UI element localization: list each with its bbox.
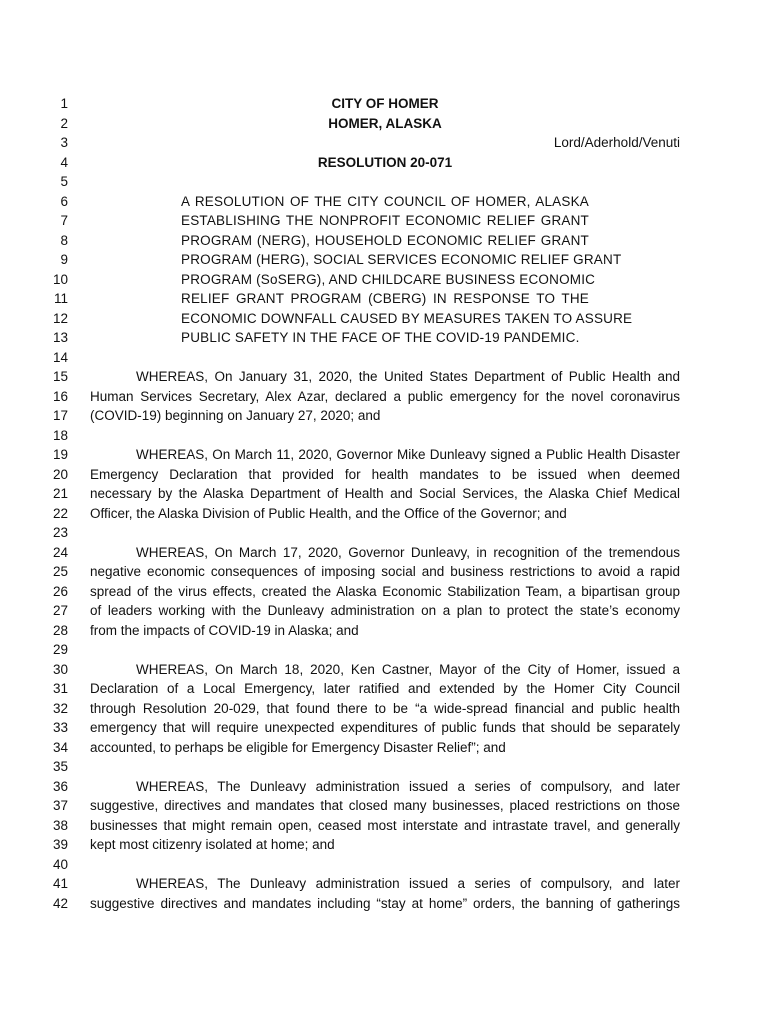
line-number: 9 [60, 252, 68, 267]
city-heading: CITY OF HOMER [331, 96, 439, 111]
resolution-title-line: PROGRAM (NERG), HOUSEHOLD ECONOMIC RELIEF GRANT [181, 232, 589, 248]
line-number: 23 [52, 525, 68, 540]
line-number: 3 [60, 135, 68, 150]
line-number: 24 [52, 544, 68, 560]
line-number: 39 [52, 837, 68, 852]
sponsors-text: Lord/Aderhold/Venuti [553, 135, 680, 150]
line-number: 10 [52, 271, 68, 287]
line-number: 42 [52, 895, 68, 911]
whereas-clause-line: emergency that will require unexpected expenditures of public funds that should be separately [90, 720, 680, 735]
whereas-clause-line: suggestive, directives and mandates that closed many businesses, placed restrictions on those [90, 798, 680, 813]
line-number: 6 [60, 193, 68, 209]
line-number: 4 [60, 154, 68, 170]
whereas-clause-line: Declaration of a Local Emergency, later ratified and extended by the Homer City Council [90, 681, 680, 696]
line-number: 27 [52, 603, 68, 618]
whereas-clause-line: from the impacts of COVID-19 in Alaska; and [90, 622, 359, 638]
line-number: 25 [52, 564, 68, 579]
whereas-clause-line: negative economic consequences of imposing social and business restrictions to avoid a rapid [90, 564, 680, 579]
line-number: 41 [52, 876, 68, 891]
resolution-number: RESOLUTION 20-071 [317, 154, 453, 170]
line-number: 21 [52, 486, 68, 501]
whereas-clause-line: necessary by the Alaska Department of Health and Social Services, the Alaska Chief Medical [90, 486, 680, 501]
whereas-clause-line: of leaders working with the Dunleavy administration on a plan to protect the state’s economy [90, 603, 680, 618]
line-number: 15 [52, 369, 68, 384]
line-number: 33 [52, 720, 68, 735]
line-number: 30 [52, 661, 68, 677]
whereas-clause-line: suggestive directives and mandates including “stay at home” orders, the banning of gatherings [90, 895, 680, 911]
whereas-clause-line: WHEREAS, The Dunleavy administration issued a series of compulsory, and later [136, 778, 680, 794]
line-number: 18 [52, 427, 68, 443]
line-number: 17 [52, 408, 68, 423]
resolution-title-line: ECONOMIC DOWNFALL CAUSED BY MEASURES TAKEN TO ASSURE [181, 310, 633, 326]
whereas-clause-line: accounted, to perhaps be eligible for Emergency Disaster Relief”; and [90, 739, 506, 755]
line-number: 34 [52, 739, 68, 755]
resolution-title-line: PUBLIC SAFETY IN THE FACE OF THE COVID-19 PANDEMIC. [181, 330, 580, 345]
line-number: 8 [60, 232, 68, 248]
resolution-title-line: RELIEF GRANT PROGRAM (CBERG) IN RESPONSE TO THE [181, 291, 589, 306]
whereas-clause-line: WHEREAS, On January 31, 2020, the United States Department of Public Health and [136, 369, 680, 384]
line-number: 19 [52, 447, 68, 462]
line-number: 28 [52, 622, 68, 638]
line-number: 31 [52, 681, 68, 696]
location-heading: HOMER, ALASKA [328, 115, 442, 131]
line-number: 2 [60, 115, 68, 131]
line-number: 38 [52, 817, 68, 833]
line-number: 13 [52, 330, 68, 345]
whereas-clause-line: through Resolution 20-029, that found there to be “a wide-spread financial and public health [90, 700, 680, 716]
line-number: 26 [52, 583, 68, 599]
whereas-clause-line: businesses that might remain open, ceased most interstate and intrastate travel, and generally [90, 817, 680, 833]
resolution-title-line: PROGRAM (HERG), SOCIAL SERVICES ECONOMIC RELIEF GRANT [181, 252, 622, 267]
resolution-title-line: ESTABLISHING THE NONPROFIT ECONOMIC RELIEF GRANT [181, 213, 589, 228]
line-number: 36 [52, 778, 68, 794]
line-number: 1 [60, 96, 68, 111]
line-number: 14 [52, 349, 68, 365]
whereas-clause-line: Human Services Secretary, Alex Azar, declared a public emergency for the novel coronavirus [90, 388, 680, 404]
line-number: 32 [52, 700, 68, 716]
whereas-clause-line: WHEREAS, On March 11, 2020, Governor Mike Dunleavy signed a Public Health Disaster [136, 447, 680, 462]
line-number: 29 [52, 642, 68, 657]
line-number: 11 [53, 291, 68, 306]
line-number: 7 [60, 213, 68, 228]
line-number: 5 [60, 174, 68, 189]
line-number: 40 [52, 856, 68, 872]
line-number: 12 [52, 310, 68, 326]
resolution-title-line: A RESOLUTION OF THE CITY COUNCIL OF HOMER, ALASKA [181, 193, 589, 209]
line-number: 37 [52, 798, 68, 813]
whereas-clause-line: WHEREAS, On March 18, 2020, Ken Castner, Mayor of the City of Homer, issued a [136, 661, 680, 677]
whereas-clause-line: WHEREAS, On March 17, 2020, Governor Dunleavy, in recognition of the tremendous [136, 544, 680, 560]
line-number: 16 [52, 388, 68, 404]
line-number: 20 [52, 466, 68, 482]
line-number: 35 [52, 759, 68, 774]
resolution-title-line: PROGRAM (SoSERG), AND CHILDCARE BUSINESS ECONOMIC [181, 271, 596, 287]
whereas-clause-line: spread of the virus effects, created the Alaska Economic Stabilization Team, a bipartisan group [90, 583, 680, 599]
whereas-clause-line: Officer, the Alaska Division of Public Health, and the Office of the Governor; and [90, 505, 567, 521]
whereas-clause-line: Emergency Declaration that provided for health mandates to be issued when deemed [90, 466, 680, 482]
whereas-clause-line: kept most citizenry isolated at home; and [90, 837, 335, 852]
whereas-clause-line: WHEREAS, The Dunleavy administration issued a series of compulsory, and later [136, 876, 680, 891]
whereas-clause-line: (COVID-19) beginning on January 27, 2020; and [90, 408, 381, 423]
line-number: 22 [52, 505, 68, 521]
